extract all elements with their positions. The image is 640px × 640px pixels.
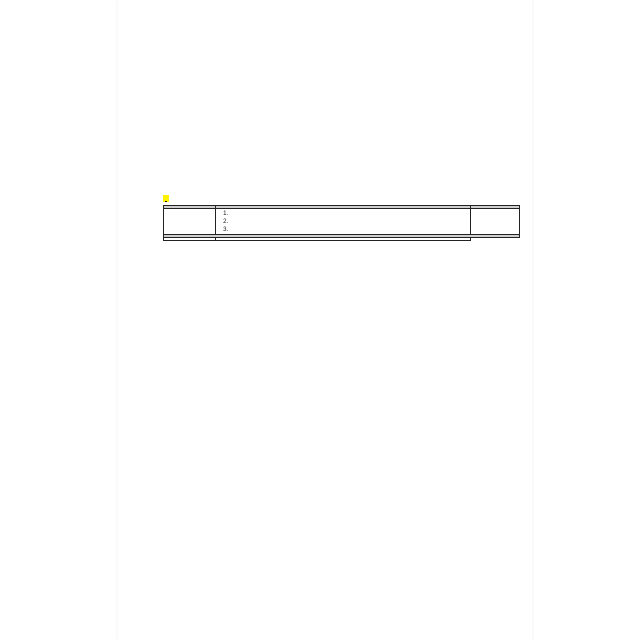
document-page: [118, 0, 532, 640]
table-row-inti: [164, 238, 520, 241]
table-row-pendahuluan: [164, 209, 520, 235]
document-header: [118, 5, 532, 6]
list-item: [230, 218, 468, 225]
list-item: [230, 210, 468, 217]
list-item: [230, 226, 468, 233]
section-f-heading: [163, 195, 169, 202]
pendahuluan-description: [215, 209, 470, 235]
time-allocation: [471, 209, 520, 235]
row-label-pendahuluan: [164, 209, 216, 235]
inti-description: [215, 238, 470, 241]
activities-table: [163, 205, 520, 241]
row-label-inti: [164, 238, 216, 241]
